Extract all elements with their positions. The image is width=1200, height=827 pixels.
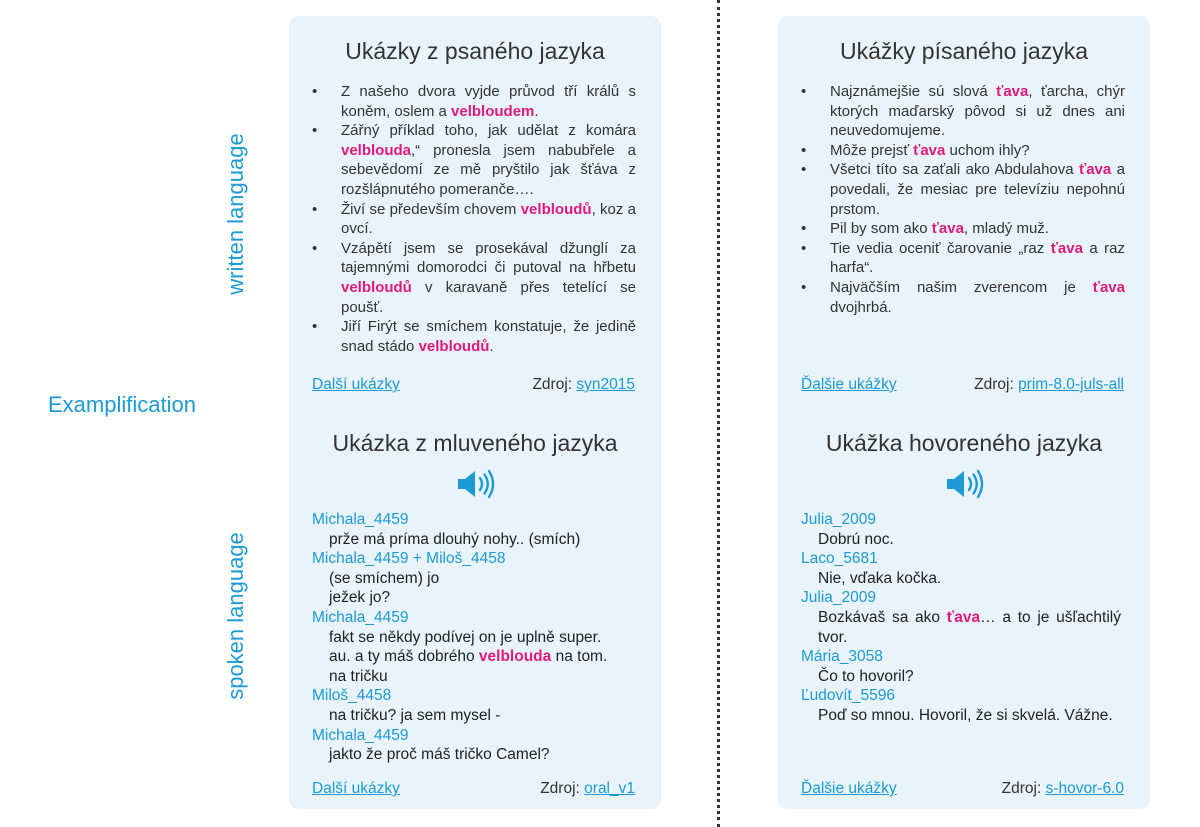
text-fragment: . [489,337,494,355]
highlighted-term: velbloudů [341,278,412,296]
text-fragment: Vzápětí jsem se prosekával džunglí za tajemnými domorodci či putoval na hřbetu [341,239,636,277]
text-fragment: (se smíchem) jo ježek jo? [329,569,440,607]
highlighted-term: ťava [946,608,981,626]
text-fragment: … a to je ušľachtilý tvor. [818,608,1121,646]
highlighted-term: ťava [1050,239,1083,257]
dialog-turn [312,686,642,725]
highlighted-term: velbloudem [451,102,535,120]
speaker-id: Ľudovít_5596 [801,687,895,705]
examplification-label: Examplification [48,392,196,417]
dialog-turn [312,510,642,549]
example-sentence [800,141,1125,161]
czech-written-examples [311,82,636,356]
highlighted-term: ťava [1092,278,1125,296]
source-link[interactable]: syn2015 [576,376,635,393]
highlighted-term: velblouda [478,648,552,666]
text-fragment: Tie vedia oceniť čarovanie „raz [830,239,1051,257]
utterance [801,569,1131,589]
text-fragment: Zářný příklad toho, jak udělat z komára [341,122,636,140]
more-examples-link[interactable]: Další ukázky [312,780,400,797]
text-fragment: Bozkávaš sa ako [818,608,947,626]
text-fragment: Môže prejsť [830,141,914,159]
speaker-id: Laco_5681 [801,550,878,568]
dialog-turn [312,608,642,686]
source-label: Zdroj: [1001,780,1046,797]
highlighted-term: ťava [913,141,946,159]
example-sentence [311,121,636,199]
text-fragment: ,“ pronesla jsem nabubřele a sebevědomí ze mě pryštilo jak šťáva z rozšlápnutého pomeranče…. [341,141,636,198]
highlighted-term: velblouda [341,141,412,159]
text-fragment: fakt se někdy podívej on je uplně super. au. a ty máš dobrého [329,628,602,666]
text-fragment: Všetci títo sa zaťali ako Abdulahova [830,161,1080,179]
dialog-turn [312,549,642,608]
source-link[interactable]: oral_v1 [584,780,635,797]
text-fragment: Pil by som ako [830,220,932,238]
slovak-written-examples [800,82,1125,317]
speaker-id: Mária_3058 [801,648,883,666]
utterance [801,530,1131,550]
utterance [312,745,642,765]
text-fragment: , ťarcha, chýr ktorých maďarský pôvod si už dnes ani neuvedomujeme. [830,83,1126,140]
more-examples-link[interactable]: Další ukázky [312,376,400,393]
speaker-id: Michala_4459 [312,511,409,528]
dialog-turn [801,647,1131,686]
highlighted-term: ťava [931,220,964,238]
source-label: Zdroj: [974,376,1019,393]
text-fragment: Nie, vďaka kočka. [818,569,942,587]
utterance [801,667,1131,687]
source-info [532,376,635,394]
text-fragment: na tričku? ja sem mysel - [329,706,501,724]
slovak-panel [778,16,1150,809]
speaker-id: Michala_4459 [312,726,409,744]
utterance [312,628,642,687]
text-fragment: Poď so mnou. Hovoril, že si skvelá. Vážne. [818,706,1113,724]
text-fragment: a raz harfa“. [830,239,1126,277]
slovak-written-title: Ukážky písaného jazyka [839,38,1088,64]
speaker-id: Julia_2009 [801,511,876,528]
czech-spoken-dialog [312,510,642,765]
highlighted-term: ťava [996,83,1029,100]
source-info [1002,780,1124,798]
text-fragment: v karavaně přes tetelící se poušť. [341,278,636,316]
text-fragment: . [534,102,539,120]
speaker-id: Julia_2009 [801,589,876,607]
more-examples-link[interactable]: Ďalšie ukážky [801,780,897,797]
text-fragment: uchom ihly? [945,141,1030,159]
speaker-id: Miloš_4458 [312,687,392,705]
text-fragment: Živí se především chovem [341,200,521,218]
text-fragment: Z našeho dvora vyjde průvod tří králů s koněm, oslem a [341,83,636,120]
speaker-sound-icon[interactable] [945,469,985,499]
text-fragment: Jiří Firýt se smíchem konstatuje, že jedině snad stádo [341,318,636,355]
source-info [540,780,635,798]
utterance [312,706,642,726]
text-fragment: Čo to hovoril? [818,667,914,685]
example-sentence [311,239,636,317]
dialog-turn [312,726,642,765]
slovak-spoken-dialog [801,510,1131,726]
text-fragment: Najznámejšie sú slová [830,83,997,100]
highlighted-term: ťava [1079,161,1112,179]
source-link[interactable]: prim-8.0-juls-all [1018,376,1124,393]
utterance [801,706,1131,726]
dialog-turn [801,549,1131,588]
text-fragment: dvojhrbá. [830,298,892,316]
text-fragment: a povedali, že mesiac pre televíziu nepohnú prstom. [830,161,1125,218]
more-examples-link[interactable]: Ďalšie ukážky [801,376,897,393]
written-language-label: written language [223,133,248,295]
dialog-turn [801,686,1131,725]
example-sentence [800,278,1125,317]
speaker-id: Michala_4459 + Miloš_4458 [312,550,506,568]
example-sentence [800,219,1125,239]
example-sentence [311,317,636,356]
czech-spoken-title: Ukázka z mluveného jazyka [332,430,618,456]
highlighted-term: velbloudů [418,337,490,355]
example-sentence [800,239,1125,278]
utterance [801,608,1131,647]
text-fragment: prže má príma dlouhý nohy.. (smích) [329,530,581,548]
text-fragment: Najväčším našim zverencom je [830,278,1093,296]
text-fragment: Dobrú noc. [818,530,894,548]
czech-written-title: Ukázky z psaného jazyka [345,38,605,64]
example-sentence [800,160,1125,219]
text-fragment: , mladý muž. [963,220,1049,238]
source-label: Zdroj: [532,376,577,393]
speaker-id: Michala_4459 [312,608,409,626]
dotted-divider [717,0,720,827]
speaker-sound-icon[interactable] [456,469,496,499]
czech-panel [289,16,661,809]
source-label: Zdroj: [540,780,585,797]
dialog-turn [801,510,1131,549]
example-sentence [311,82,636,121]
text-fragment: jakto že proč máš tričko Camel? [329,746,550,764]
utterance [312,569,642,608]
source-info [974,376,1124,394]
slovak-spoken-title: Ukážka hovoreného jazyka [825,430,1103,456]
highlighted-term: velbloudů [520,200,592,218]
example-sentence [311,200,636,239]
text-fragment: na tom. na tričku [329,648,608,685]
dialog-turn [801,588,1131,647]
text-fragment: , koz a ovcí. [341,200,636,238]
utterance [312,530,642,550]
example-sentence [800,82,1125,141]
spoken-language-label: spoken language [223,532,248,700]
source-link[interactable]: s-hovor-6.0 [1045,780,1124,797]
